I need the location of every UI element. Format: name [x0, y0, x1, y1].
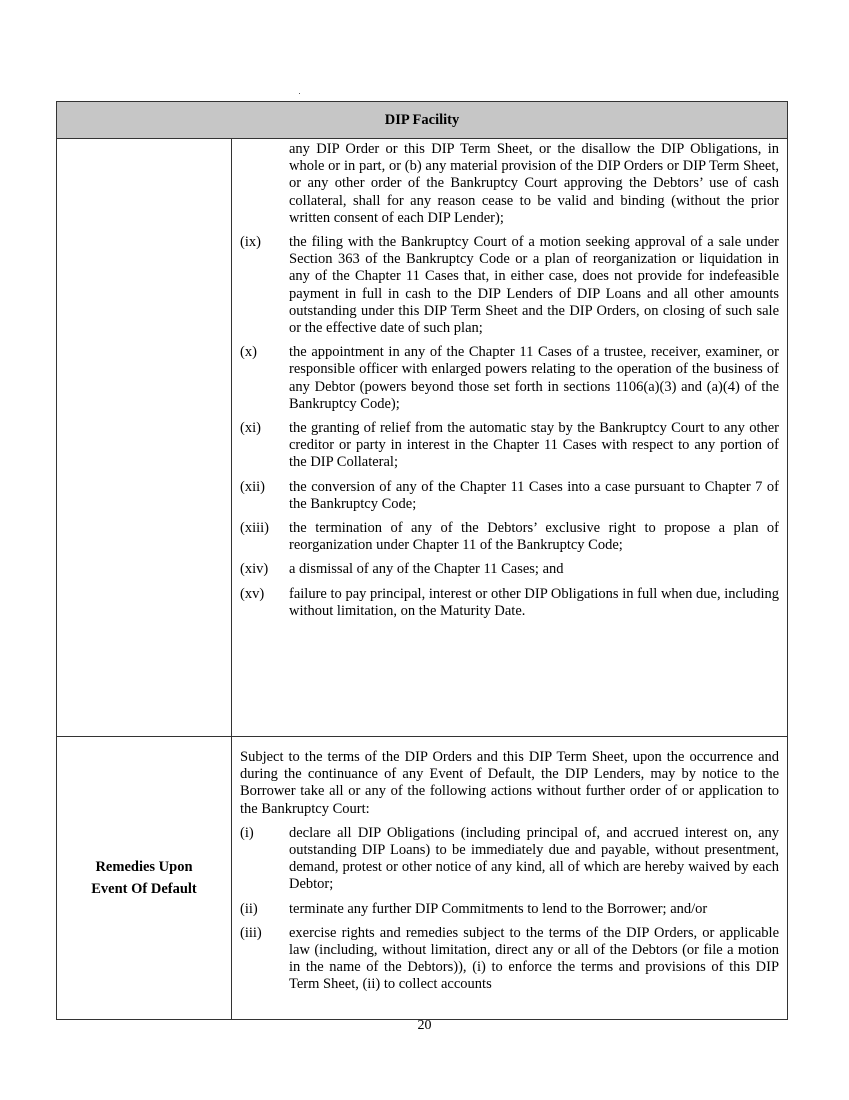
list-item: [240, 420, 779, 472]
item-number: (xiii): [240, 520, 269, 537]
list-item: [240, 234, 779, 337]
page-number: 20: [417, 1018, 432, 1033]
remedies-label: Remedies Upon Event Of Default: [91, 859, 197, 897]
continuation-item: [240, 141, 779, 227]
item-text: the appointment in any of the Chapter 11 Cases of a trustee, receiver, examiner, or responsible officer with enlarged powers relating to the operation of the business of any Debtor (powers beyond those set forth in sections 1106(a)(3) and (a)(4) of the Bankruptcy Code);: [289, 344, 780, 412]
item-number: (ix): [240, 234, 261, 251]
item-number: (xiv): [240, 561, 269, 578]
events-of-default-row: [57, 139, 788, 737]
term-sheet-table: [56, 101, 788, 1020]
remedies-row: [57, 737, 788, 1020]
header-row: [57, 102, 788, 139]
stray-mark: [299, 93, 300, 94]
item-text: terminate any further DIP Commitments to lend to the Borrower; and/or: [289, 900, 708, 917]
remedies-content-cell: [232, 737, 788, 1020]
item-number: (i): [240, 824, 254, 841]
remedies-label-cell: [57, 737, 232, 1020]
remedies-intro: Subject to the terms of the DIP Orders and this DIP Term Sheet, upon the occurrence and during the continuance of any Event of Default, the DIP Lenders, may by notice to the Borrower take all or any of the following actions without further order of or application to the Bankruptcy Court:: [240, 749, 780, 817]
continuation-text: any DIP Order or this DIP Term Sheet, or the disallow the DIP Obligations, in whole or in part, or (b) any material provision of the DIP Orders or DIP Term Sheet, or any other order of the Bankruptcy Court approving the Debtors’ use of cash collateral, shall for any reason cease to be valid and binding (without the prior written consent of each DIP Lender);: [289, 141, 780, 226]
item-text: the conversion of any of the Chapter 11 Cases into a case pursuant to Chapter 7 of the Bankruptcy Code;: [289, 478, 780, 512]
item-number: (xii): [240, 478, 265, 495]
list-item: [240, 586, 779, 620]
list-item: [240, 520, 779, 554]
list-item: [240, 344, 779, 413]
list-item: [240, 479, 779, 513]
item-number: (xi): [240, 420, 261, 437]
list-item: [240, 825, 779, 894]
list-item: [240, 561, 779, 578]
item-number: (ii): [240, 900, 258, 917]
item-text: the filing with the Bankruptcy Court of a motion seeking approval of a sale under Section 363 of the Bankruptcy Code or a plan of reorganization or liquidation in any of the Chapter 11 Cases that, in either case, does not provide for indefeasible payment in full in cash to the DIP Lenders of DIP Loans and all other amounts outstanding under this DIP Term Sheet and the DIP Orders, on closing of such sale or the effective date of such plan;: [289, 234, 780, 337]
item-text: declare all DIP Obligations (including principal of, and accrued interest on, any outstanding DIP Loans) to be immediately due and payable, without presentment, demand, protest or other notice of any kind, all of which are hereby waived by each Debtor;: [289, 824, 780, 893]
item-text: the termination of any of the Debtors’ exclusive right to propose a plan of reorganization under Chapter 11 of the Bankruptcy Code;: [289, 520, 780, 554]
list-item: [240, 925, 779, 994]
list-item: [240, 901, 779, 918]
item-text: failure to pay principal, interest or other DIP Obligations in full when due, including without limitation, on the Maturity Date.: [289, 585, 780, 619]
item-text: the granting of relief from the automatic stay by the Bankruptcy Court to any other creditor or party in interest in the Chapter 11 Cases with respect to any portion of the DIP Collateral;: [289, 420, 780, 471]
events-content-cell: [232, 139, 788, 737]
item-text: a dismissal of any of the Chapter 11 Cases; and: [289, 561, 564, 578]
table-header: DIP Facility: [57, 102, 788, 139]
item-number: (x): [240, 344, 257, 361]
item-text: exercise rights and remedies subject to the terms of the DIP Orders, or applicable law (including, without limitation, direct any or all of the Debtors (or file a motion in the name of the Debtors)), (i) to enforce the terms and provisions of this DIP Term Sheet, (ii) to collect accounts: [289, 924, 780, 993]
item-number: (xv): [240, 585, 265, 602]
item-number: (iii): [240, 924, 262, 941]
empty-label-cell: [57, 139, 232, 737]
